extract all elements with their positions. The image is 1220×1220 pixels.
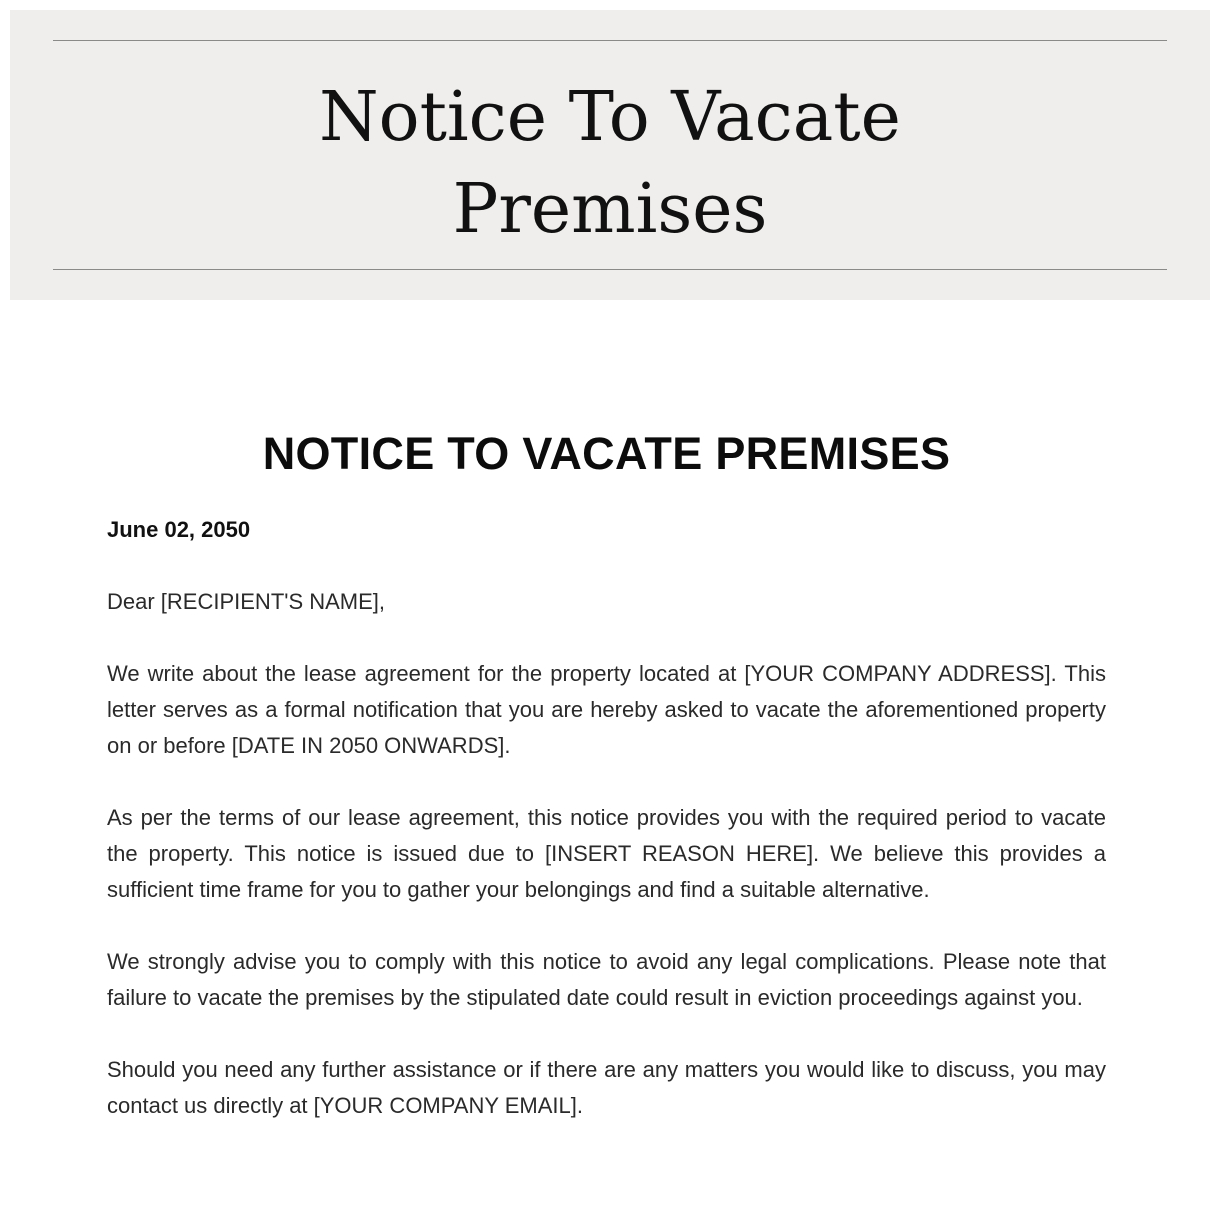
letter-greeting: Dear [RECIPIENT'S NAME],: [107, 589, 386, 614]
letter-date: June 02, 2050: [107, 517, 251, 542]
paragraph-compliance-warning: We strongly advise you to comply with this notice to avoid any legal complications. Please note that failure to vacate the premises by the stipulated date could result in eviction proceedings against you.: [107, 949, 1106, 1010]
document-body: [107, 424, 1106, 1124]
banner-top-rule: [53, 40, 1167, 41]
title-banner: [10, 10, 1210, 300]
document-heading: NOTICE TO VACATE PREMISES: [262, 428, 951, 479]
paragraph-lease-notification: We write about the lease agreement for the property located at [YOUR COMPANY ADDRESS]. This letter serves as a formal notification that you are hereby asked to vacate the aforementioned property on or before [DATE IN 2050 ONWARDS].: [107, 661, 1106, 758]
banner-title: [10, 72, 1210, 256]
banner-bottom-rule: [53, 269, 1167, 270]
paragraph-notice-period: As per the terms of our lease agreement, this notice provides you with the required period to vacate the property. This notice is issued due to [INSERT REASON HERE]. We believe this provides a sufficient time frame for you to gather your belongings and find a suitable alternative.: [107, 805, 1106, 902]
banner-title-line-2: Premises: [452, 170, 768, 249]
banner-title-line-1: Notice To Vacate: [319, 78, 901, 157]
paragraph-contact: Should you need any further assistance or if there are any matters you would like to discuss, you may contact us directly at [YOUR COMPANY EMAIL].: [107, 1057, 1106, 1118]
